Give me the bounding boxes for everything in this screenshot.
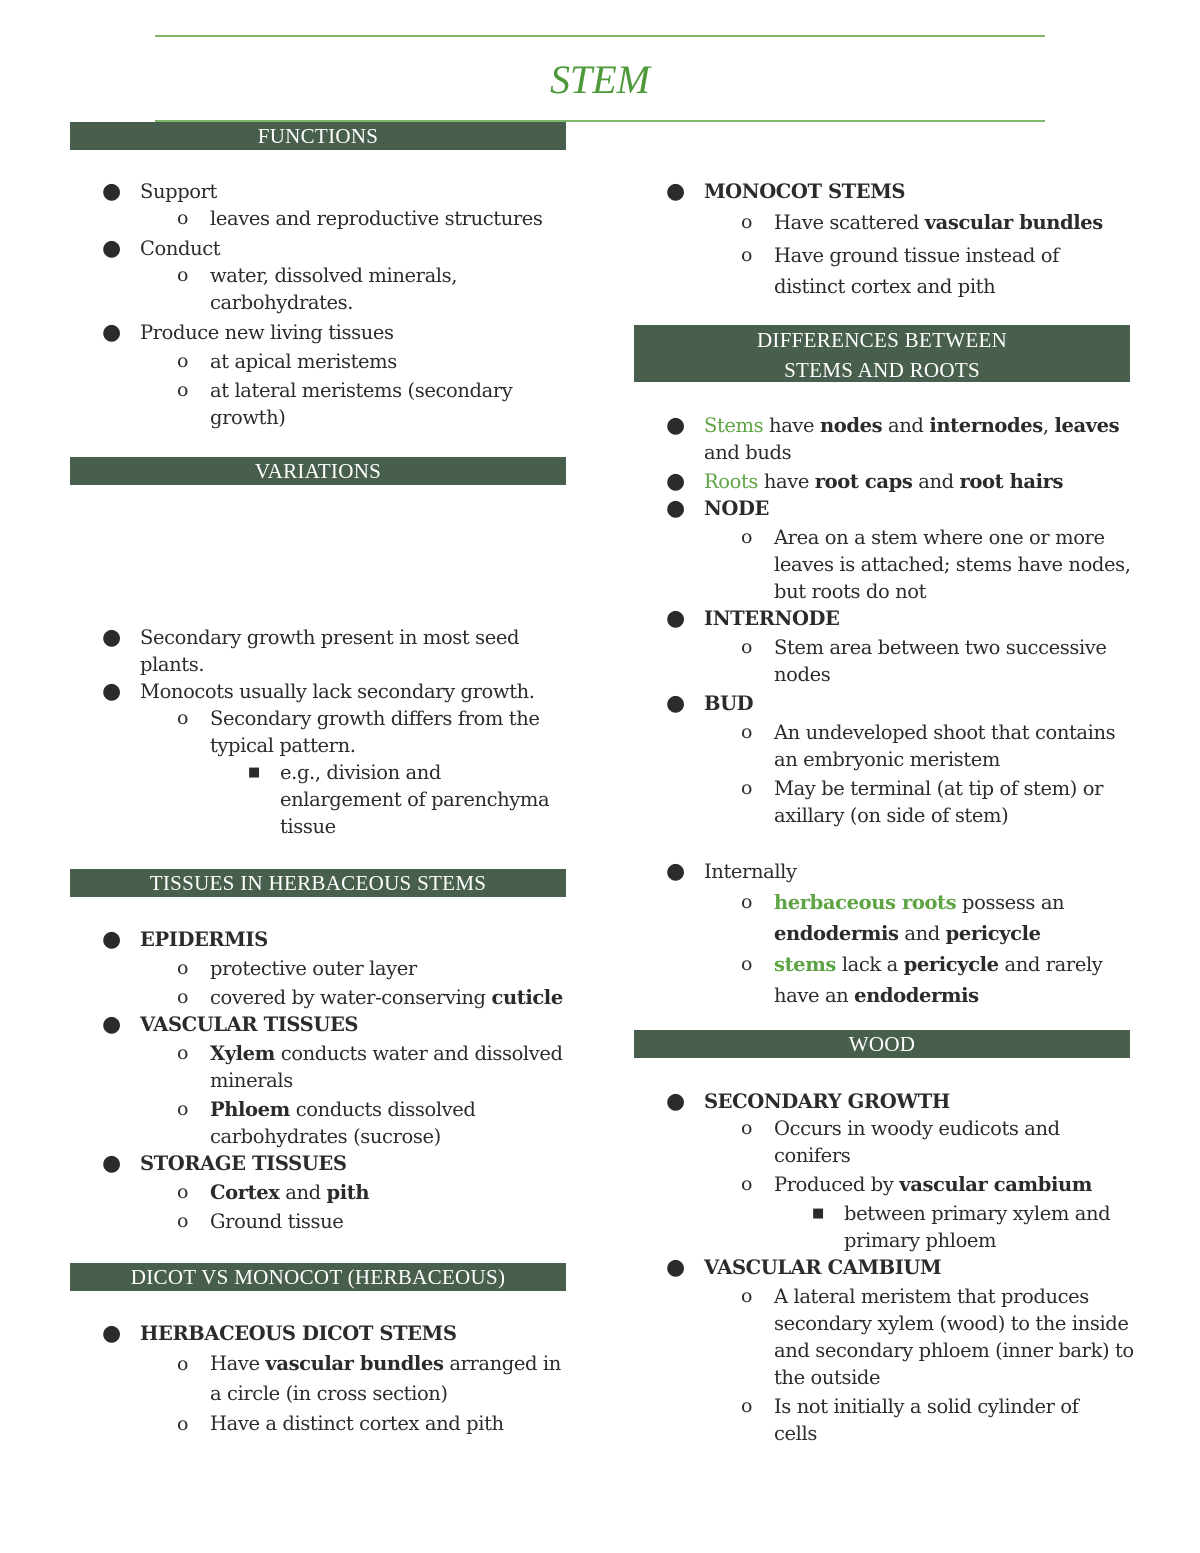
circle-bullet-icon: o bbox=[741, 777, 753, 799]
bullet-icon: ● bbox=[102, 679, 121, 704]
list-item: o An undeveloped shoot that contains an embryonic meristem bbox=[741, 721, 1116, 771]
list-item: o May be terminal (at tip of stem) or axillary (on side of stem) bbox=[741, 777, 1103, 827]
list-item: ● Support bbox=[102, 179, 217, 204]
circle-bullet-icon: o bbox=[177, 1042, 189, 1064]
list-item: o Phloem conducts dissolved carbohydrates (sucrose) bbox=[177, 1098, 476, 1148]
circle-bullet-icon: o bbox=[177, 1098, 189, 1120]
top-rule bbox=[155, 35, 1045, 37]
differences-header-line2: STEMS AND ROOTS bbox=[784, 358, 980, 382]
square-bullet-icon: ■ bbox=[812, 1206, 824, 1221]
monocot-list bbox=[634, 178, 1134, 302]
bullet-icon: ● bbox=[102, 1011, 121, 1037]
list-item: ● Internally bbox=[666, 859, 797, 884]
list-item: o Secondary growth differs from the typical pattern. bbox=[177, 707, 540, 757]
page-title: STEM bbox=[550, 57, 650, 102]
circle-bullet-icon: o bbox=[177, 264, 189, 286]
circle-bullet-icon: o bbox=[741, 244, 753, 266]
list-item: ● NODE bbox=[666, 495, 769, 521]
list-item: o Have ground tissue instead of distinct cortex and pith bbox=[634, 240, 1134, 302]
list-item: o herbaceous roots possess an endodermis and pericycle bbox=[634, 887, 1134, 949]
square-bullet-icon: ■ bbox=[248, 765, 260, 780]
differences-list bbox=[634, 412, 1134, 1011]
list-item: o Have a distinct cortex and pith bbox=[70, 1409, 570, 1439]
list-item: o Cortex and pith bbox=[177, 1181, 370, 1204]
list-item: o Have scattered vascular bundles bbox=[741, 211, 1103, 234]
circle-bullet-icon: o bbox=[741, 891, 753, 913]
list-item: o Ground tissue bbox=[177, 1210, 344, 1233]
list-item: ● MONOCOT STEMS bbox=[666, 178, 906, 204]
functions-header: FUNCTIONS bbox=[70, 122, 566, 150]
bullet-icon: ● bbox=[102, 926, 121, 952]
list-item: ● HERBACEOUS DICOT STEMS bbox=[102, 1320, 457, 1346]
list-item: ● Conduct bbox=[102, 236, 221, 261]
dicot-list bbox=[70, 1320, 570, 1439]
list-item: o Occurs in woody eudicots and conifers bbox=[741, 1117, 1060, 1167]
list-item: o A lateral meristem that produces secondary xylem (wood) to the inside and secondary phloem (inner bark) to the outside bbox=[741, 1285, 1134, 1389]
bullet-icon: ● bbox=[666, 605, 685, 631]
bullet-icon: ● bbox=[666, 413, 685, 438]
circle-bullet-icon: o bbox=[177, 957, 189, 979]
bullet-icon: ● bbox=[102, 320, 121, 345]
bullet-icon: ● bbox=[666, 859, 685, 884]
bullet-icon: ● bbox=[666, 178, 685, 204]
list-item: ● VASCULAR TISSUES bbox=[102, 1011, 359, 1037]
list-item: ● INTERNODE bbox=[666, 605, 840, 631]
list-item: o Xylem conducts water and dissolved minerals bbox=[177, 1042, 563, 1092]
dicot-monocot-header: DICOT VS MONOCOT (HERBACEOUS) bbox=[70, 1263, 566, 1291]
list-item: ● EPIDERMIS bbox=[102, 926, 268, 952]
bullet-icon: ● bbox=[666, 1088, 685, 1114]
list-item: o stems lack a pericycle and rarely have an endodermis bbox=[634, 949, 1134, 1011]
list-item: o leaves and reproductive structures bbox=[177, 207, 543, 230]
list-item: ● STORAGE TISSUES bbox=[102, 1150, 347, 1176]
wood-list bbox=[634, 1088, 1134, 1447]
circle-bullet-icon: o bbox=[741, 1285, 753, 1307]
list-item: ● Monocots usually lack secondary growth. bbox=[102, 679, 535, 704]
differences-header bbox=[634, 325, 1130, 382]
list-item: ● BUD bbox=[666, 690, 754, 716]
list-item: o Produced by vascular cambium bbox=[741, 1173, 1092, 1196]
circle-bullet-icon: o bbox=[177, 707, 189, 729]
list-item: ■ e.g., division and enlargement of parenchyma tissue bbox=[248, 761, 550, 838]
circle-bullet-icon: o bbox=[741, 211, 753, 233]
circle-bullet-icon: o bbox=[741, 526, 753, 548]
circle-bullet-icon: o bbox=[741, 721, 753, 743]
list-item: o Stem area between two successive nodes bbox=[741, 636, 1107, 686]
variations-header: VARIATIONS bbox=[70, 457, 566, 485]
circle-bullet-icon: o bbox=[177, 350, 189, 372]
tissues-list bbox=[70, 926, 570, 1235]
list-item: ● Roots have root caps and root hairs bbox=[666, 469, 1064, 494]
list-item: ■ between primary xylem and primary phloem bbox=[812, 1202, 1111, 1252]
list-item: ● Secondary growth present in most seed plants. bbox=[102, 625, 520, 676]
list-item: ● SECONDARY GROWTH bbox=[666, 1088, 950, 1114]
list-item: ● Stems have nodes and internodes, leaves and buds bbox=[666, 413, 1120, 464]
list-item: o water, dissolved minerals, carbohydrates. bbox=[177, 264, 458, 314]
bullet-icon: ● bbox=[102, 179, 121, 204]
list-item: o Have vascular bundles arranged in a circle (in cross section) bbox=[70, 1349, 570, 1409]
list-item: o protective outer layer bbox=[177, 957, 417, 980]
variations-list bbox=[70, 624, 570, 840]
list-item: o Area on a stem where one or more leaves is attached; stems have nodes, but roots do not bbox=[741, 526, 1131, 603]
bullet-icon: ● bbox=[102, 236, 121, 261]
differences-header-line1: DIFFERENCES BETWEEN bbox=[756, 328, 1008, 352]
circle-bullet-icon: o bbox=[741, 1173, 753, 1195]
bullet-icon: ● bbox=[102, 1320, 121, 1346]
wood-header: WOOD bbox=[634, 1030, 1130, 1058]
bullet-icon: ● bbox=[666, 690, 685, 716]
list-item: ● VASCULAR CAMBIUM bbox=[666, 1254, 942, 1280]
circle-bullet-icon: o bbox=[741, 953, 753, 975]
list-item: o at apical meristems bbox=[177, 350, 397, 373]
list-item: o covered by water-conserving cuticle bbox=[177, 986, 563, 1009]
tissues-header: TISSUES IN HERBACEOUS STEMS bbox=[70, 869, 566, 897]
bullet-icon: ● bbox=[666, 1254, 685, 1280]
bullet-icon: ● bbox=[666, 495, 685, 521]
circle-bullet-icon: o bbox=[177, 1181, 189, 1203]
bullet-icon: ● bbox=[102, 1150, 121, 1176]
list-item: ● Produce new living tissues bbox=[102, 320, 394, 345]
bullet-icon: ● bbox=[666, 469, 685, 494]
circle-bullet-icon: o bbox=[177, 1413, 189, 1435]
circle-bullet-icon: o bbox=[741, 636, 753, 658]
functions-list bbox=[70, 178, 570, 431]
circle-bullet-icon: o bbox=[741, 1117, 753, 1139]
circle-bullet-icon: o bbox=[741, 1395, 753, 1417]
circle-bullet-icon: o bbox=[177, 986, 189, 1008]
circle-bullet-icon: o bbox=[177, 1353, 189, 1375]
circle-bullet-icon: o bbox=[177, 379, 189, 401]
spacer bbox=[634, 829, 1134, 858]
circle-bullet-icon: o bbox=[177, 1210, 189, 1232]
list-item: o Is not initially a solid cylinder of cells bbox=[741, 1395, 1079, 1445]
circle-bullet-icon: o bbox=[177, 207, 189, 229]
bullet-icon: ● bbox=[102, 625, 121, 650]
list-item: o at lateral meristems (secondary growth) bbox=[177, 379, 513, 429]
